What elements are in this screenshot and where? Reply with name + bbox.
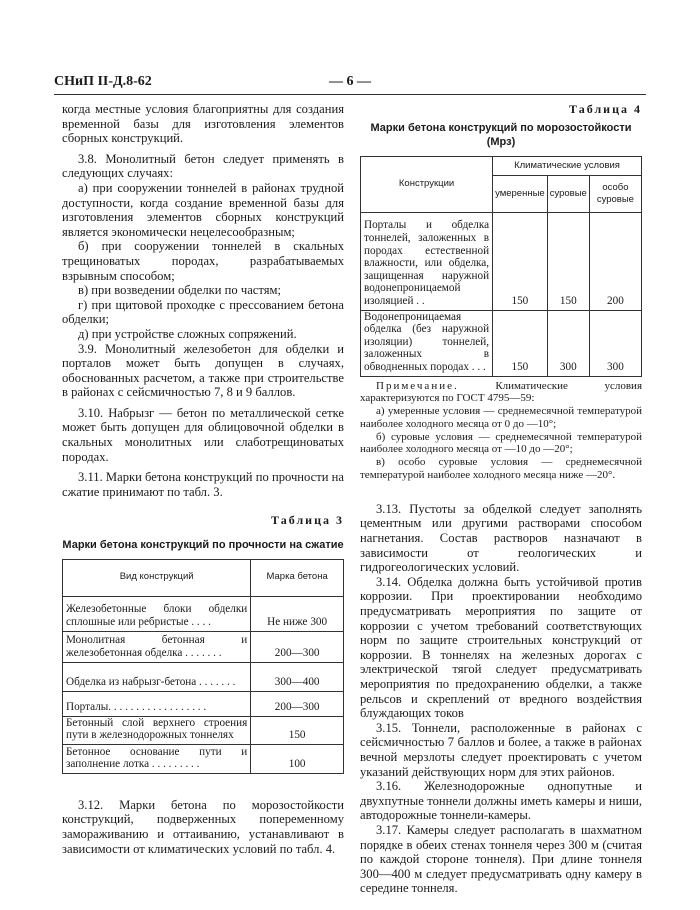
table-3-header-type: Вид конструкций — [63, 559, 251, 596]
clause-3-12: 3.12. Марки бетона по морозостойкости конструкций, подверженных попеременному замораживанию и оттаиванию, устанавливают в зависимости от климатических условий по табл. 4. — [62, 797, 344, 856]
table-4-cell: 150 — [493, 213, 548, 310]
table-3 — [62, 559, 344, 774]
clause-3-10: 3.10. Набрызг — бетон по металлической сетке может быть допущен для облицовочной обделки в скальных монолитных или слаботрещиноватых породах. — [62, 405, 344, 464]
table-4-note — [360, 380, 642, 482]
table-4-header-moderate: умеренные — [493, 176, 548, 213]
clause-3-9: 3.9. Монолитный железобетон для обделки и порталов может быть допущен в случаях, обоснованных расчетом, а также при строительстве в районах с сейсмичностью 7, 8 и 9 баллов. — [62, 341, 344, 400]
table-4-cell: 150 — [493, 310, 548, 376]
clause-3-8-a: а) при сооружении тоннелей в районах трудной доступности, когда создание временной базы для изготовления элементов сборных конструкций является экономически нецелесообразным; — [62, 180, 344, 239]
note-text: Климатические условия характеризуются по ГОСТ 4795—59: — [360, 379, 642, 405]
clause-3-8-d: д) при устройстве сложных сопряжений. — [78, 326, 297, 341]
note-label: Примечание. — [376, 379, 459, 392]
page-number: — 6 — — [329, 74, 371, 89]
table-3-row-label: Обделка из набрызг-бетона . . . . . . . — [63, 662, 251, 691]
paragraph-intro: когда местные условия благоприятны для создания временной базы для изготовления элементов сборных конструкций. — [62, 102, 344, 146]
table-3-caption: Таблица 3 — [271, 513, 344, 528]
note-a: а) умеренные условия — среднемесячной температурой наиболее холодного месяца от 0 до —10°; — [360, 405, 642, 430]
table-3-row-label: Порталы. . . . . . . . . . . . . . . . . . — [63, 691, 251, 716]
table-4-header-constructions: Конструкции — [361, 156, 493, 213]
header-rule — [54, 94, 646, 95]
left-column — [62, 102, 344, 856]
table-4-row-label: Порталы и обделка тоннелей, заложенных в породах естественной влажности, или обделка, защищенная наружной водонепроницаемой изоляцией . . — [361, 213, 493, 310]
document-code: СНиП II-Д.8-62 — [54, 74, 152, 89]
clause-3-11: 3.11. Марки бетона конструкций по прочности на сжатие принимают по табл. 3. — [62, 470, 344, 499]
clause-3-8-g: г) при щитовой проходке с прессованием бетона обделки; — [62, 297, 344, 327]
table-4-cell: 200 — [589, 213, 641, 310]
table-4-cell: 300 — [589, 310, 641, 376]
table-3-row-label: Бетонный слой верхнего строения пути в железнодорожных тоннелях — [63, 716, 251, 744]
table-4-cell: 300 — [547, 310, 589, 376]
table-3-row-value: Не ниже 300 — [251, 596, 344, 631]
clause-3-17: 3.17. Камеры следует располагать в шахматном порядке в обеих стенах тоннеля через 300 м (считая по каждой стороне тоннеля). При длине тоннеля 300—400 м следует предусматривать одну камеру в середине тоннеля. — [360, 822, 642, 896]
table-4-header-climate: Климатические условия — [493, 156, 642, 176]
table-3-title: Марки бетона конструкций по прочности на сжатие — [62, 539, 344, 552]
page-header — [54, 74, 646, 94]
clause-3-8-b: б) при сооружении тоннелей в скальных трещиноватых породах, разрабатываемых взрывным способом; — [62, 239, 344, 283]
clause-3-8-title: 3.8. Монолитный бетон следует применять в следующих случаях: — [62, 151, 344, 181]
table-3-row-value: 200—300 — [251, 631, 344, 662]
clause-3-14: 3.14. Обделка должна быть устойчивой против коррозии. При проектировании необходимо предусматривать мероприятия по защите от коррозии с учетом требований соответствующих норм по защите строительных конструкций от коррозии. В тоннелях на железных дорогах с электрической тягой следует предусматривать мероприятия по предохранению обделки, а также рельсов и скреплений от вредного воздействия блуждающих токов — [360, 574, 642, 721]
table-3-header-grade: Марка бетона — [251, 559, 344, 596]
table-4-caption: Таблица 4 — [569, 102, 642, 116]
table-3-row-label: Железобетонные блоки обделки сплошные или ребристые . . . . — [63, 596, 251, 631]
table-4-cell: 150 — [547, 213, 589, 310]
table-3-row-value: 150 — [251, 716, 344, 744]
table-3-row-value: 200—300 — [251, 691, 344, 716]
table-4-row-label: Водонепроницаемая обделка (без наружной изоляции) тоннелей, заложенных в обводненных породах . . . — [361, 310, 493, 376]
table-3-row-label: Монолитная бетонная и железобетонная обделка . . . . . . . — [63, 631, 251, 662]
clause-3-8-v: в) при возведении обделки по частям; — [78, 283, 281, 298]
table-4-header-very-severe: особо суровые — [589, 176, 641, 213]
table-3-row-label: Бетонное основание пути и заполнение лотка . . . . . . . . . — [63, 744, 251, 773]
note-v: в) особо суровые условия — среднемесячной температурой наиболее холодного месяца ниже —20°. — [360, 456, 642, 482]
note-b: б) суровые условия — среднемесячной температурой наиболее холодного месяца от —10 до —20°; — [360, 430, 642, 456]
table-4-header-severe: суровые — [547, 176, 589, 213]
clause-3-13: 3.13. Пустоты за обделкой следует заполнять цементным или другими растворами способом нагнетания. Состав растворов назначают в зависимости от геологических и гидрогеологических условий. — [360, 501, 642, 575]
table-4 — [360, 156, 642, 377]
table-3-row-value: 100 — [251, 744, 344, 773]
right-column — [360, 102, 642, 896]
table-4-title: Марки бетона конструкций по морозостойкости (Мрз) — [370, 121, 632, 149]
clause-3-16: 3.16. Железнодорожные однопутные и двухпутные тоннели должны иметь камеры и ниши, автодорожные тоннели-камеры. — [360, 779, 642, 823]
clause-3-15: 3.15. Тоннели, расположенные в районах с сейсмичностью 7 баллов и более, а также в районах вечной мерзлоты следует проектировать с учетом указаний действующих норм для этих районов. — [360, 720, 642, 779]
table-3-row-value: 300—400 — [251, 662, 344, 691]
